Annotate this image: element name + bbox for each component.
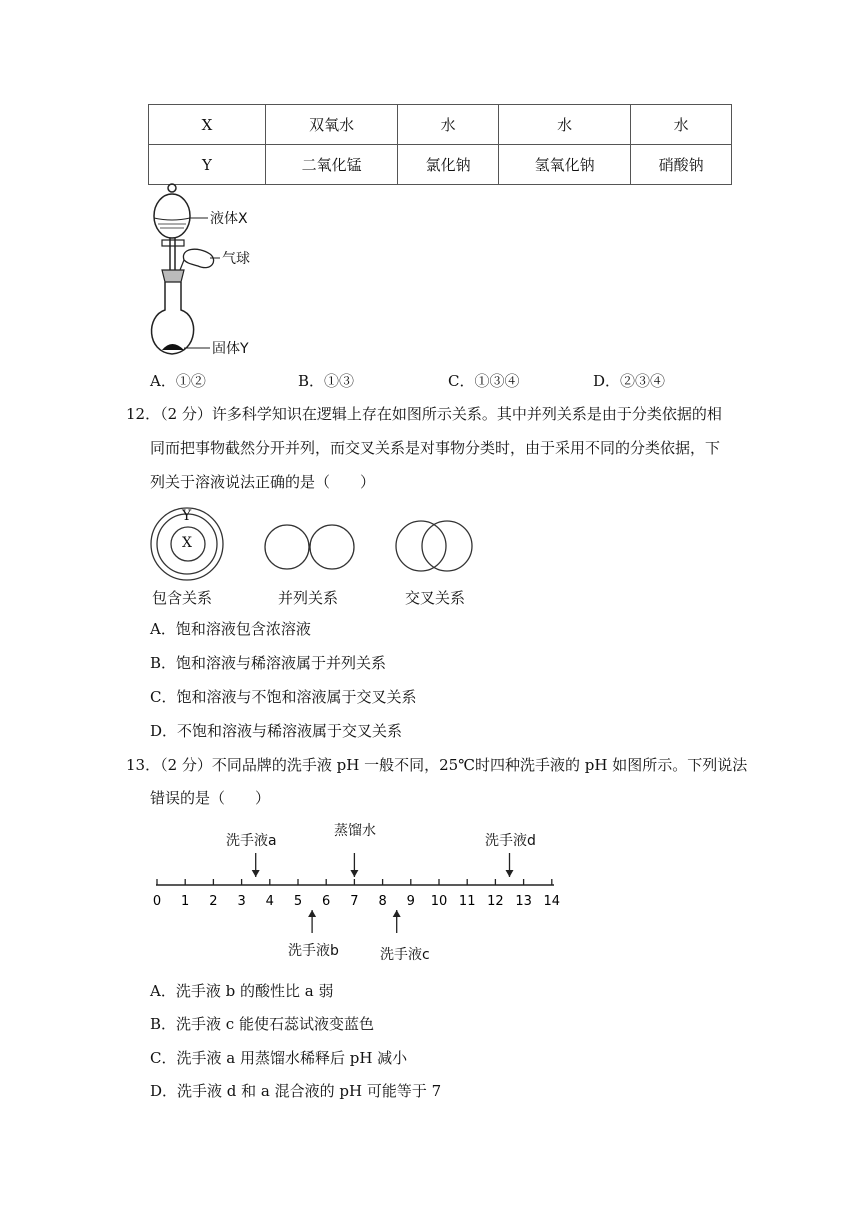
table-cell: 氯化钠 bbox=[398, 145, 499, 185]
solid-y bbox=[162, 344, 184, 350]
q13-stem-line1: 13．（2 分）不同品牌的洗手液 pH 一般不同，25℃时四种洗手液的 pH 如图所示。下列说法 bbox=[126, 756, 748, 774]
ph-tick-label: 12 bbox=[487, 894, 504, 909]
q12-option-c: C．饱和溶液与不饱和溶液属于交叉关系 bbox=[150, 688, 417, 706]
ph-tick-label: 11 bbox=[458, 894, 476, 909]
caption-parallel: 并列关系 bbox=[278, 589, 339, 607]
ph-tick-label: 1 bbox=[181, 894, 190, 909]
ph-tick-label: 7 bbox=[350, 894, 359, 909]
arrow-handwash-d-head bbox=[506, 870, 514, 877]
q13-stem-line2: 错误的是（ ） bbox=[150, 789, 271, 807]
q12-stem-line3: 列关于溶液说法正确的是（ ） bbox=[150, 473, 376, 491]
q13-option-c: C．洗手液 a 用蒸馏水稀释后 pH 减小 bbox=[150, 1049, 408, 1067]
label-handwash-d: 洗手液d bbox=[485, 833, 536, 849]
intersect-circle-right bbox=[422, 521, 472, 571]
liquid-x-label: 液体X bbox=[210, 211, 248, 227]
ph-tick-label: 0 bbox=[152, 894, 162, 909]
solid-y-label: 固体Y bbox=[212, 341, 249, 357]
q13-option-d: D．洗手液 d 和 a 混合液的 pH 可能等于 7 bbox=[150, 1082, 442, 1100]
q11-option-a: A．①② bbox=[150, 372, 206, 390]
ph-tick-label: 13 bbox=[515, 894, 532, 909]
q12-option-b: B．饱和溶液与稀溶液属于并列关系 bbox=[150, 654, 387, 672]
balloon-label: 气球 bbox=[222, 251, 250, 267]
arrow-handwash-b-head bbox=[308, 910, 316, 917]
intersect-circle-left bbox=[396, 521, 446, 571]
parallel-circle-left bbox=[265, 525, 309, 569]
table-cell: 氢氧化钠 bbox=[498, 145, 630, 185]
ph-tick-label: 14 bbox=[543, 894, 561, 909]
table-cell: 水 bbox=[398, 105, 499, 145]
q13-option-b: B．洗手液 c 能使石蕊试液变蓝色 bbox=[150, 1015, 374, 1033]
q11-option-c: C．①③④ bbox=[448, 372, 520, 390]
round-flask bbox=[152, 282, 194, 354]
diagram-label-x: X bbox=[182, 535, 192, 551]
table-cell: 硝酸钠 bbox=[631, 145, 732, 185]
q12-stem-line2: 同而把事物截然分开并列，而交叉关系是对事物分类时，由于采用不同的分类依据，下 bbox=[150, 439, 721, 457]
ph-tick-label: 5 bbox=[293, 894, 303, 909]
caption-intersect: 交叉关系 bbox=[405, 589, 466, 607]
table-row bbox=[149, 145, 732, 185]
ph-tick-label: 6 bbox=[322, 894, 331, 909]
diagram-label-y: Y bbox=[182, 508, 192, 524]
table-cell: 双氧水 bbox=[266, 105, 398, 145]
q13-option-a: A．洗手液 b 的酸性比 a 弱 bbox=[150, 982, 334, 1000]
reagent-table bbox=[148, 104, 732, 185]
table-cell: 水 bbox=[498, 105, 630, 145]
table-cell: 二氧化锰 bbox=[266, 145, 398, 185]
ph-tick-label: 4 bbox=[265, 894, 274, 909]
q11-option-d: D．②③④ bbox=[593, 372, 666, 390]
balloon-tube bbox=[180, 260, 184, 270]
table-cell: X bbox=[149, 105, 266, 145]
ph-tick-label: 8 bbox=[378, 894, 387, 909]
label-handwash-a: 洗手液a bbox=[226, 833, 277, 849]
arrow-handwash-a-head bbox=[252, 870, 260, 877]
funnel-stopper bbox=[168, 184, 176, 192]
table-row bbox=[149, 105, 732, 145]
separatory-funnel bbox=[154, 194, 190, 238]
q12-stem-line1: 12．（2 分）许多科学知识在逻辑上存在如图所示关系。其中并列关系是由于分类依据的相 bbox=[126, 405, 722, 423]
stopcock bbox=[162, 240, 184, 246]
label-handwash-c: 洗手液c bbox=[380, 947, 430, 963]
apparatus-figure bbox=[140, 182, 270, 360]
q12-option-d: D．不饱和溶液与稀溶液属于交叉关系 bbox=[150, 722, 403, 740]
table-cell: Y bbox=[149, 145, 266, 185]
caption-inclusion: 包含关系 bbox=[152, 589, 213, 607]
q11-option-b: B．①③ bbox=[298, 372, 355, 390]
rubber-stopper bbox=[162, 270, 184, 282]
ph-tick-label: 3 bbox=[237, 894, 246, 909]
q12-option-a: A．饱和溶液包含浓溶液 bbox=[150, 620, 311, 638]
arrow-handwash-c-head bbox=[393, 910, 401, 917]
label-distilled-water: 蒸馏水 bbox=[334, 823, 376, 839]
label-handwash-b: 洗手液b bbox=[288, 943, 339, 959]
table-cell: 水 bbox=[631, 105, 732, 145]
balloon bbox=[183, 249, 213, 267]
parallel-circle-right bbox=[310, 525, 354, 569]
liquid-hatch bbox=[158, 224, 186, 228]
ph-tick-label: 2 bbox=[209, 894, 218, 909]
ph-tick-label: 9 bbox=[406, 894, 415, 909]
ph-tick-label: 10 bbox=[430, 894, 448, 909]
arrow-distilled-water-head bbox=[350, 870, 358, 877]
liquid-surface bbox=[154, 218, 190, 220]
